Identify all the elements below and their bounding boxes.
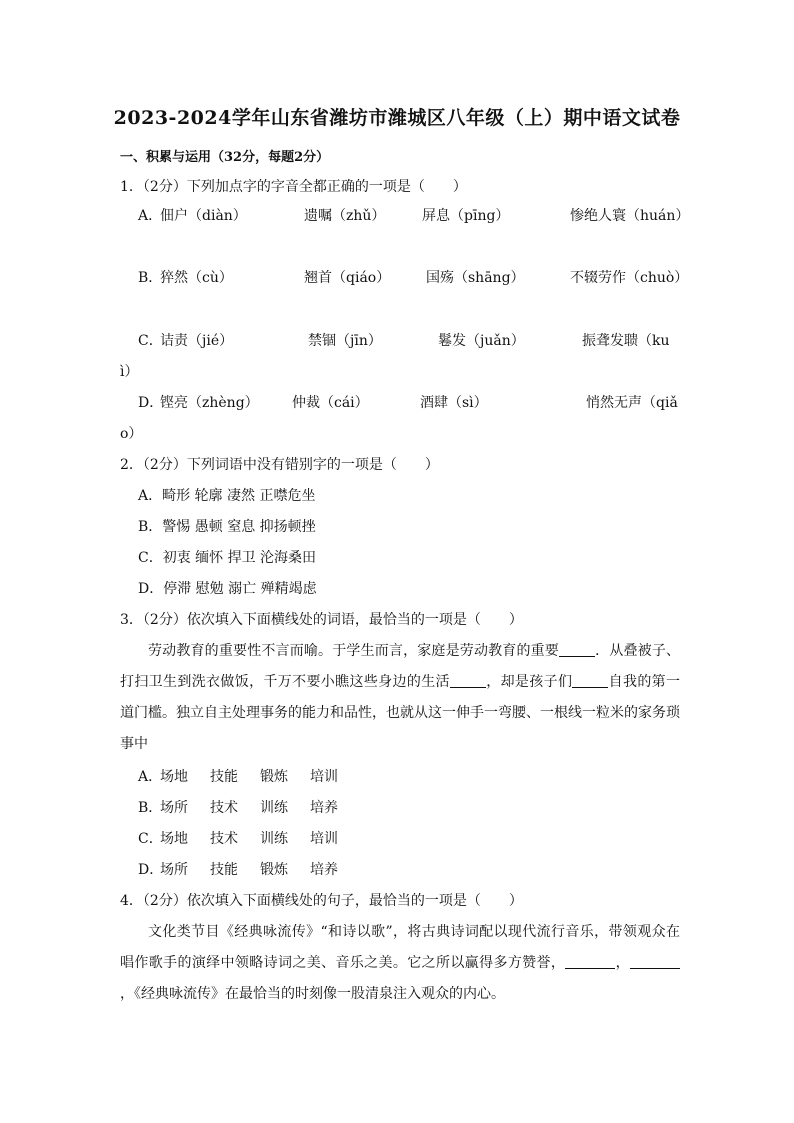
q1-option-b-item: 国殇（shāng） xyxy=(426,270,525,286)
q3-option-a-word: 培训 xyxy=(310,769,338,785)
q3-option-b-word: 训练 xyxy=(260,800,288,816)
fill-blank[interactable] xyxy=(565,954,615,969)
page-title: 2023-2024学年山东省潍坊市潍城区八年级（上）期中语文试卷 xyxy=(113,107,681,129)
question-1-stem: 1．（2分）下列加点字的字音全都正确的一项是（ ） xyxy=(120,179,467,195)
q1-option-b-item: 猝然（cù） xyxy=(160,270,233,286)
q3-option-c-word: 场地 xyxy=(160,831,188,847)
q3-option-c-word: 训练 xyxy=(260,831,288,847)
question-3-passage xyxy=(120,636,680,760)
q3-option-c-word: 技术 xyxy=(210,831,238,847)
q1-option-d-item: 悄然无声（qiǎ xyxy=(586,395,678,411)
q1-option-c-wrap: ì） xyxy=(120,364,139,380)
q3-option-a-word: 技能 xyxy=(210,769,238,785)
q1-option-d-item: 铿亮（zhèng） xyxy=(160,395,259,411)
q3-option-c-label[interactable]: C． xyxy=(138,831,163,847)
question-2-stem: 2．（2分）下列词语中没有错别字的一项是（ ） xyxy=(120,457,439,473)
q3-option-a-word: 锻炼 xyxy=(260,769,288,785)
passage-text: ，却是孩子们 xyxy=(485,674,573,690)
q3-option-a-label[interactable]: A． xyxy=(138,769,163,785)
q3-option-d-word: 培养 xyxy=(310,862,338,878)
passage-text: ，《经典咏流传》在最恰当的时刻像一股清泉注入观众的内心。 xyxy=(120,986,505,1002)
q1-option-a-item: 惨绝人寰（huán） xyxy=(570,208,690,224)
q3-option-b-word: 技术 xyxy=(210,800,238,816)
q2-option-a[interactable]: A．畸形 轮廓 凄然 正噤危坐 xyxy=(138,488,316,504)
q1-option-d-wrap: o） xyxy=(120,426,143,442)
passage-text: ．从叠被子、打扫卫生到洗衣做饭，千万不要小瞧这些身边的生活 xyxy=(120,643,681,690)
q1-option-a-label[interactable]: A． xyxy=(138,208,163,224)
q1-option-d-item: 仲裁（cái） xyxy=(292,395,369,411)
q1-option-a-item: 屏息（pīng） xyxy=(422,208,510,224)
q1-option-c-item: 振聋发聩（ku xyxy=(582,333,670,349)
passage-text: ， xyxy=(615,955,631,971)
q1-option-c-item: 禁锢（jīn） xyxy=(308,333,382,349)
question-4-stem: 4．（2分）依次填入下面横线处的句子，最恰当的一项是（ ） xyxy=(120,893,523,909)
q1-option-d-item: 酒肆（sì） xyxy=(420,395,488,411)
passage-text: 自我的第一道门槛。独立自主处理事务的能力和品性，也就从这一伸手一弯腰、一根线一粒米的家务琐事中 xyxy=(120,674,681,752)
passage-text: 文化类节目《经典咏流传》“和诗以歌”，将古典诗词配以现代流行音乐，带领观众在唱作歌手的演绎中领略诗词之美、音乐之美。它之所以赢得多方赞誉， xyxy=(120,924,680,971)
fill-blank[interactable] xyxy=(630,954,680,969)
q3-option-d-word: 锻炼 xyxy=(260,862,288,878)
q3-option-c-word: 培训 xyxy=(310,831,338,847)
q3-option-d-label[interactable]: D． xyxy=(138,862,164,878)
fill-blank[interactable] xyxy=(450,673,486,688)
q1-option-c-label[interactable]: C． xyxy=(138,333,163,349)
passage-text: 劳动教育的重要性不言而喻。于学生而言，家庭是劳动教育的重要 xyxy=(148,643,559,659)
q1-option-b-item: 不辍劳作（chuò） xyxy=(570,270,689,286)
q3-option-b-word: 培养 xyxy=(310,800,338,816)
q1-option-a-item: 遗嘱（zhǔ） xyxy=(304,208,386,224)
fill-blank[interactable] xyxy=(559,642,595,657)
q3-option-d-word: 技能 xyxy=(210,862,238,878)
q3-option-b-word: 场所 xyxy=(160,800,188,816)
section-heading: 一、积累与运用（32分，每题2分） xyxy=(120,150,330,165)
q3-option-d-word: 场所 xyxy=(160,862,188,878)
q3-option-a-word: 场地 xyxy=(160,769,188,785)
q1-option-b-item: 翘首（qiáo） xyxy=(304,270,391,286)
q2-option-c[interactable]: C．初衷 缅怀 捍卫 沦海桑田 xyxy=(138,550,317,566)
q1-option-c-item: 鬈发（juǎn） xyxy=(438,333,525,349)
q3-option-b-label[interactable]: B． xyxy=(138,800,163,816)
q1-option-a-item: 佃户（diàn） xyxy=(160,208,247,224)
q1-option-b-label[interactable]: B． xyxy=(138,270,163,286)
question-4-passage xyxy=(120,917,680,1010)
q1-option-d-label[interactable]: D． xyxy=(138,395,164,411)
fill-blank[interactable] xyxy=(572,673,608,688)
q2-option-d[interactable]: D．停滞 慰勉 溺亡 殚精竭虑 xyxy=(138,581,317,597)
q1-option-c-item: 诘责（jié） xyxy=(160,333,234,349)
question-3-stem: 3．（2分）依次填入下面横线处的词语，最恰当的一项是（ ） xyxy=(120,612,523,628)
q2-option-b[interactable]: B．警惕 愚顿 窒息 抑扬顿挫 xyxy=(138,519,316,535)
